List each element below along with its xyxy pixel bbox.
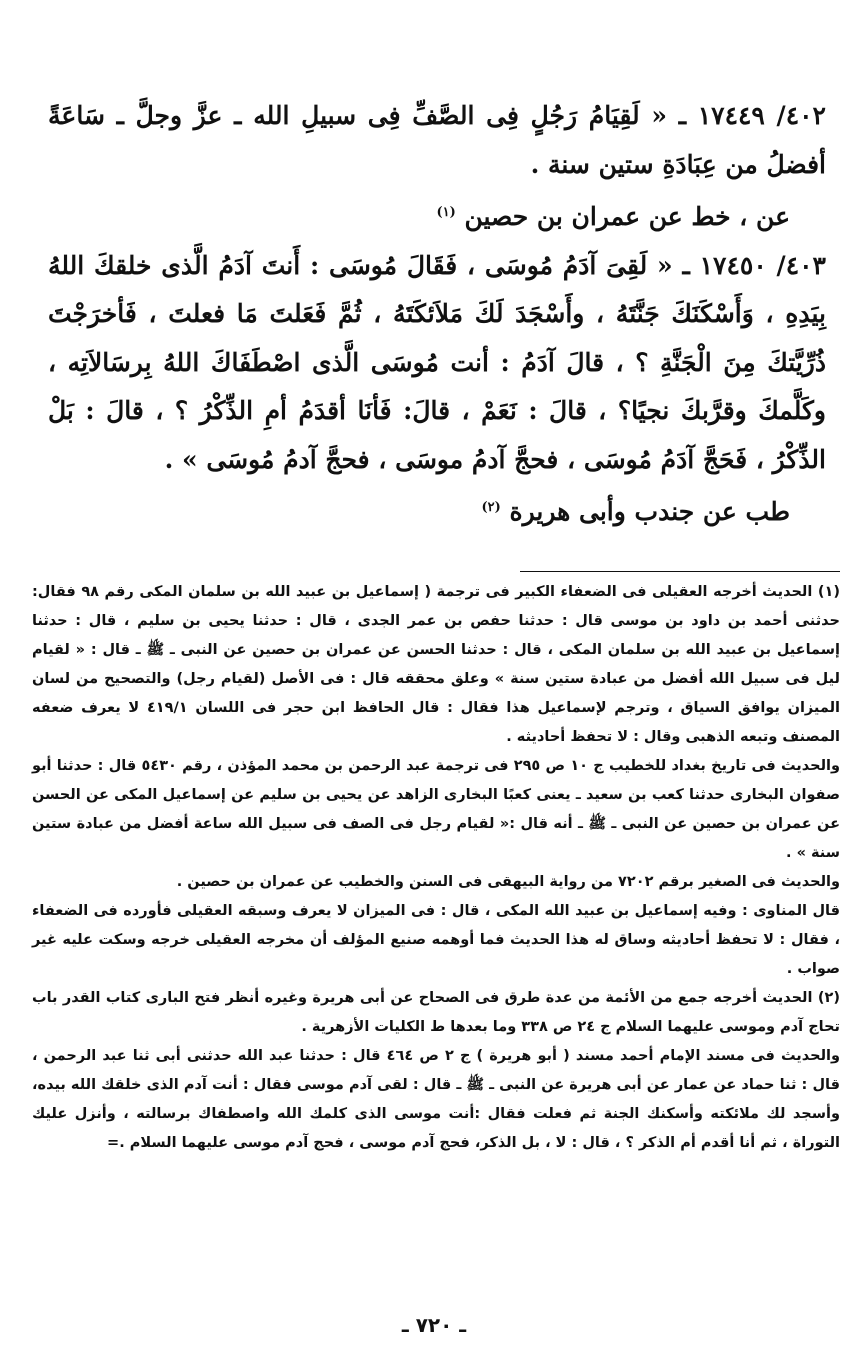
footnote-2-para-2: والحديث فى مسند الإمام أحمد مسند ( أبو هريرة ) ج ٢ ص ٤٦٤ قال : حدثنا عبد الله حدثنى أبى ثنا عبد الرحمن ، قال : ثنا حماد عن عمار عن أبى هريرة عن النبى ـ ﷺ ـ قال : لقى آدم موسى فقال : أنت آدم الذى خلقك الله بيده، وأسجد لك ملائكته وأسكنك الجنة ثم فعلت فقال :أنت موسى الذى كلمك الله واصطفاك برسالته ، وأنزل عليك التوراة ، ثم أنا أقدم أم الذكر ؟ ، قال : لا ، بل الذكر، فحج آدم موسى ، فحج آدم موسى عليهما السلام .= (32, 1048, 840, 1151)
footnote-ref-1[interactable]: (١) (436, 205, 456, 220)
footnote-1-para-1: (١) الحديث أخرجه العقيلى فى الضعفاء الكبير فى ترجمة ( إسماعيل بن عبيد الله بن سلمان المكى رقم ٩٨ فقال: حدثنى أحمد بن داود بن موسى قال : حدثنا حفص بن عمر الجدى ، قال : حدثنا يحيى بن سليم ، قال : حدثنا إسماعيل بن عبيد الله بن سلمان المكى ، قال : حدثنا الحسن عن عمران بن حصين عن النبى ـ ﷺ ـ قال : « لقيام ليل فى سبيل الله أفضل من عبادة ستين سنة » وعلق محققه قال : فى الأصل (لقيام رجل) والتصحيح من لسان الميزان يوافق السياق ، وترجم لإسماعيل هذا فقال : قال الحافظ ابن حجر فى اللسان ٤١٩/١ لا يعرف ضعفه المصنف وتبعه الذهبى وقال : لا تحفظ أحاديثه . (32, 584, 841, 745)
hadith-403-text: ٤٠٣/ ١٧٤٥٠ ـ « لَقِىَ آدَمُ مُوسَى ، فَقَالَ مُوسَى : أَنتَ آدَمُ الَّذى خلقكَ اللهُ بِيَدِهِ ، وَأَسْكَنَكَ جَنَّتَهُ ، وأَسْجَدَ لَكَ مَلاَئكَتَهُ ، ثُمَّ فَعَلتَ مَا فعلتَ ، فَأخرَجْتَ ذُرِّيَّتكَ مِنَ الْجَنَّةِ ؟ ، قالَ آدَمُ : أنت مُوسَى الَّذى اصْطَفَاكَ اللهُ بِرسَالاَتِه ، وكَلَّمكَ وقرَّبكَ نجيًا؟ ، قالَ : نَعَمْ ، قالَ: فَأنَا أقدَمُ أمِ الذِّكْرُ ؟ ، قالَ : بَلْ الذِّكْرُ ، فَحَجَّ آدَمُ مُوسَى ، فحجَّ آدمُ موسَى ، فحجَّ آدمُ مُوسَى » . (48, 250, 826, 474)
main-text (48, 92, 826, 537)
hadith-402-text: ٤٠٢/ ١٧٤٤٩ ـ « لَقِيَامُ رَجُلٍ فِى الصَّفِّ فِى سبيلِ الله ـ عزَّ وجلَّ ـ سَاعَةً أفضلُ من عِبَادَةِ ستين سنة . (48, 101, 826, 179)
hadith-403-source (48, 484, 826, 537)
footnote-1-para-3: والحديث فى الصغير برقم ٧٢٠٢ من رواية البيهقى فى السنن والخطيب عن عمران بن حصين . (176, 874, 840, 890)
footnotes (32, 578, 840, 1158)
hadith-403-source-text: طب عن جندب وأبى هريرة (509, 497, 790, 526)
footnote-1-para-2: والحديث فى تاريخ بغداد للخطيب ج ١٠ ص ٢٩٥ فى ترجمة عبد الرحمن بن محمد المؤذن ، رقم ٥٤٣٠ قال : حدثنا أبو صفوان البخارى حدثنا كعب بن سعيد ـ يعنى كعبًا البخارى الزاهد عن يحيى بن سليم عن إسماعيل المكى عن الحسن عن عمران بن حصين عن النبى ـ ﷺ ـ أنه قال :« لقيام رجل فى الصف فى سبيل الله ساعة أفضل من عبادة ستين سنة » . (32, 758, 840, 861)
footnote-2-para-1: (٢) الحديث أخرجه جمع من الأئمة من عدة طرق فى الصحاح عن أبى هريرة وغيره أنظر فتح البارى كتاب القدر باب تحاج آدم وموسى عليهما السلام ج ٢٤ ص ٣٣٨ وما بعدها ط الكليات الأزهرية . (32, 990, 840, 1035)
footnote-separator (520, 571, 840, 572)
page-number: ـ ٧٢٠ ـ (401, 1313, 467, 1337)
footnote-1-para-4: قال المناوى : وفيه إسماعيل بن عبيد الله المكى ، قال : فى الميزان لا يعرف وسبقه العقيلى فأورده فى الضعفاء ، فقال : لا تحفظ أحاديثه وساق له هذا الحديث فما أوهمه صنيع المؤلف أن مخرجه العقيلى خرجه وسكت عليه غير صواب . (32, 903, 840, 977)
footnote-ref-2[interactable]: (٢) (481, 500, 501, 515)
hadith-402-source (48, 189, 826, 242)
hadith-402-source-text: عن ، خط عن عمران بن حصين (464, 202, 790, 231)
